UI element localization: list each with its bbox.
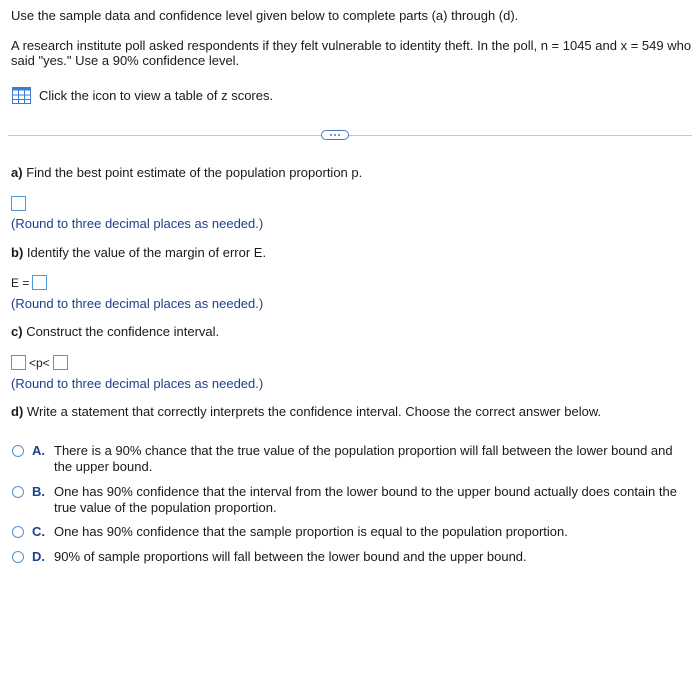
e-equals-label: E = — [11, 275, 30, 290]
option-b-letter: B. — [32, 484, 45, 499]
dot-icon — [334, 134, 336, 136]
option-d-text[interactable]: 90% of sample proportions will fall between the lower bound and the upper bound. — [54, 549, 527, 564]
option-b-text[interactable]: One has 90% confidence that the interval from the lower bound to the upper bound actually does contain the true value of the population proportion. — [54, 484, 677, 515]
part-b-label: b) — [11, 245, 24, 260]
option-d-radio[interactable] — [12, 551, 24, 563]
option-a-letter: A. — [32, 443, 45, 458]
option-b-radio[interactable] — [12, 486, 24, 498]
option-d-letter: D. — [32, 549, 45, 564]
problem-statement-line1: A research institute poll asked respondents if they felt vulnerable to identity theft. In the poll, n = 1045 and x = 549 who — [11, 38, 692, 53]
option-c-radio[interactable] — [12, 526, 24, 538]
part-a-hint: (Round to three decimal places as needed.) — [11, 216, 264, 231]
part-b-hint: (Round to three decimal places as needed.) — [11, 296, 264, 311]
p-inequality-label: <p< — [29, 355, 50, 370]
more-button[interactable] — [321, 130, 349, 140]
instructions: Use the sample data and confidence level given below to complete parts (a) through (d). — [11, 8, 519, 23]
part-d-label: d) — [11, 404, 24, 419]
part-c-text: Construct the confidence interval. — [26, 324, 220, 339]
margin-of-error-input[interactable] — [32, 275, 47, 290]
divider — [8, 135, 692, 136]
dot-icon — [338, 134, 340, 136]
part-a-label: a) — [11, 165, 23, 180]
part-b-question — [11, 245, 266, 261]
table-link-text[interactable]: Click the icon to view a table of z scores. — [39, 88, 274, 103]
confidence-interval-row — [11, 355, 68, 370]
option-c-letter: C. — [32, 524, 45, 539]
lower-bound-input[interactable] — [11, 355, 26, 370]
table-icon[interactable] — [12, 87, 31, 104]
part-a-text: Find the best point estimate of the population proportion p. — [26, 165, 363, 180]
option-a-radio[interactable] — [12, 445, 24, 457]
point-estimate-input[interactable] — [11, 196, 26, 211]
part-c-label: c) — [11, 324, 23, 339]
upper-bound-input[interactable] — [53, 355, 68, 370]
dot-icon — [330, 134, 332, 136]
option-c-text[interactable]: One has 90% confidence that the sample proportion is equal to the population proportion. — [54, 524, 568, 539]
part-c-question — [11, 324, 219, 340]
margin-of-error-row — [11, 275, 47, 290]
problem-statement-line2: said "yes." Use a 90% confidence level. — [11, 53, 240, 68]
part-a-question — [11, 165, 362, 181]
part-b-text: Identify the value of the margin of error E. — [26, 245, 267, 260]
part-d-question — [11, 404, 601, 420]
part-d-text: Write a statement that correctly interprets the confidence interval. Choose the correct answer below. — [26, 404, 602, 419]
part-c-hint: (Round to three decimal places as needed.) — [11, 376, 264, 391]
option-a-text[interactable]: There is a 90% chance that the true value of the population proportion will fall between the lower bound and the upper bound. — [54, 443, 673, 474]
